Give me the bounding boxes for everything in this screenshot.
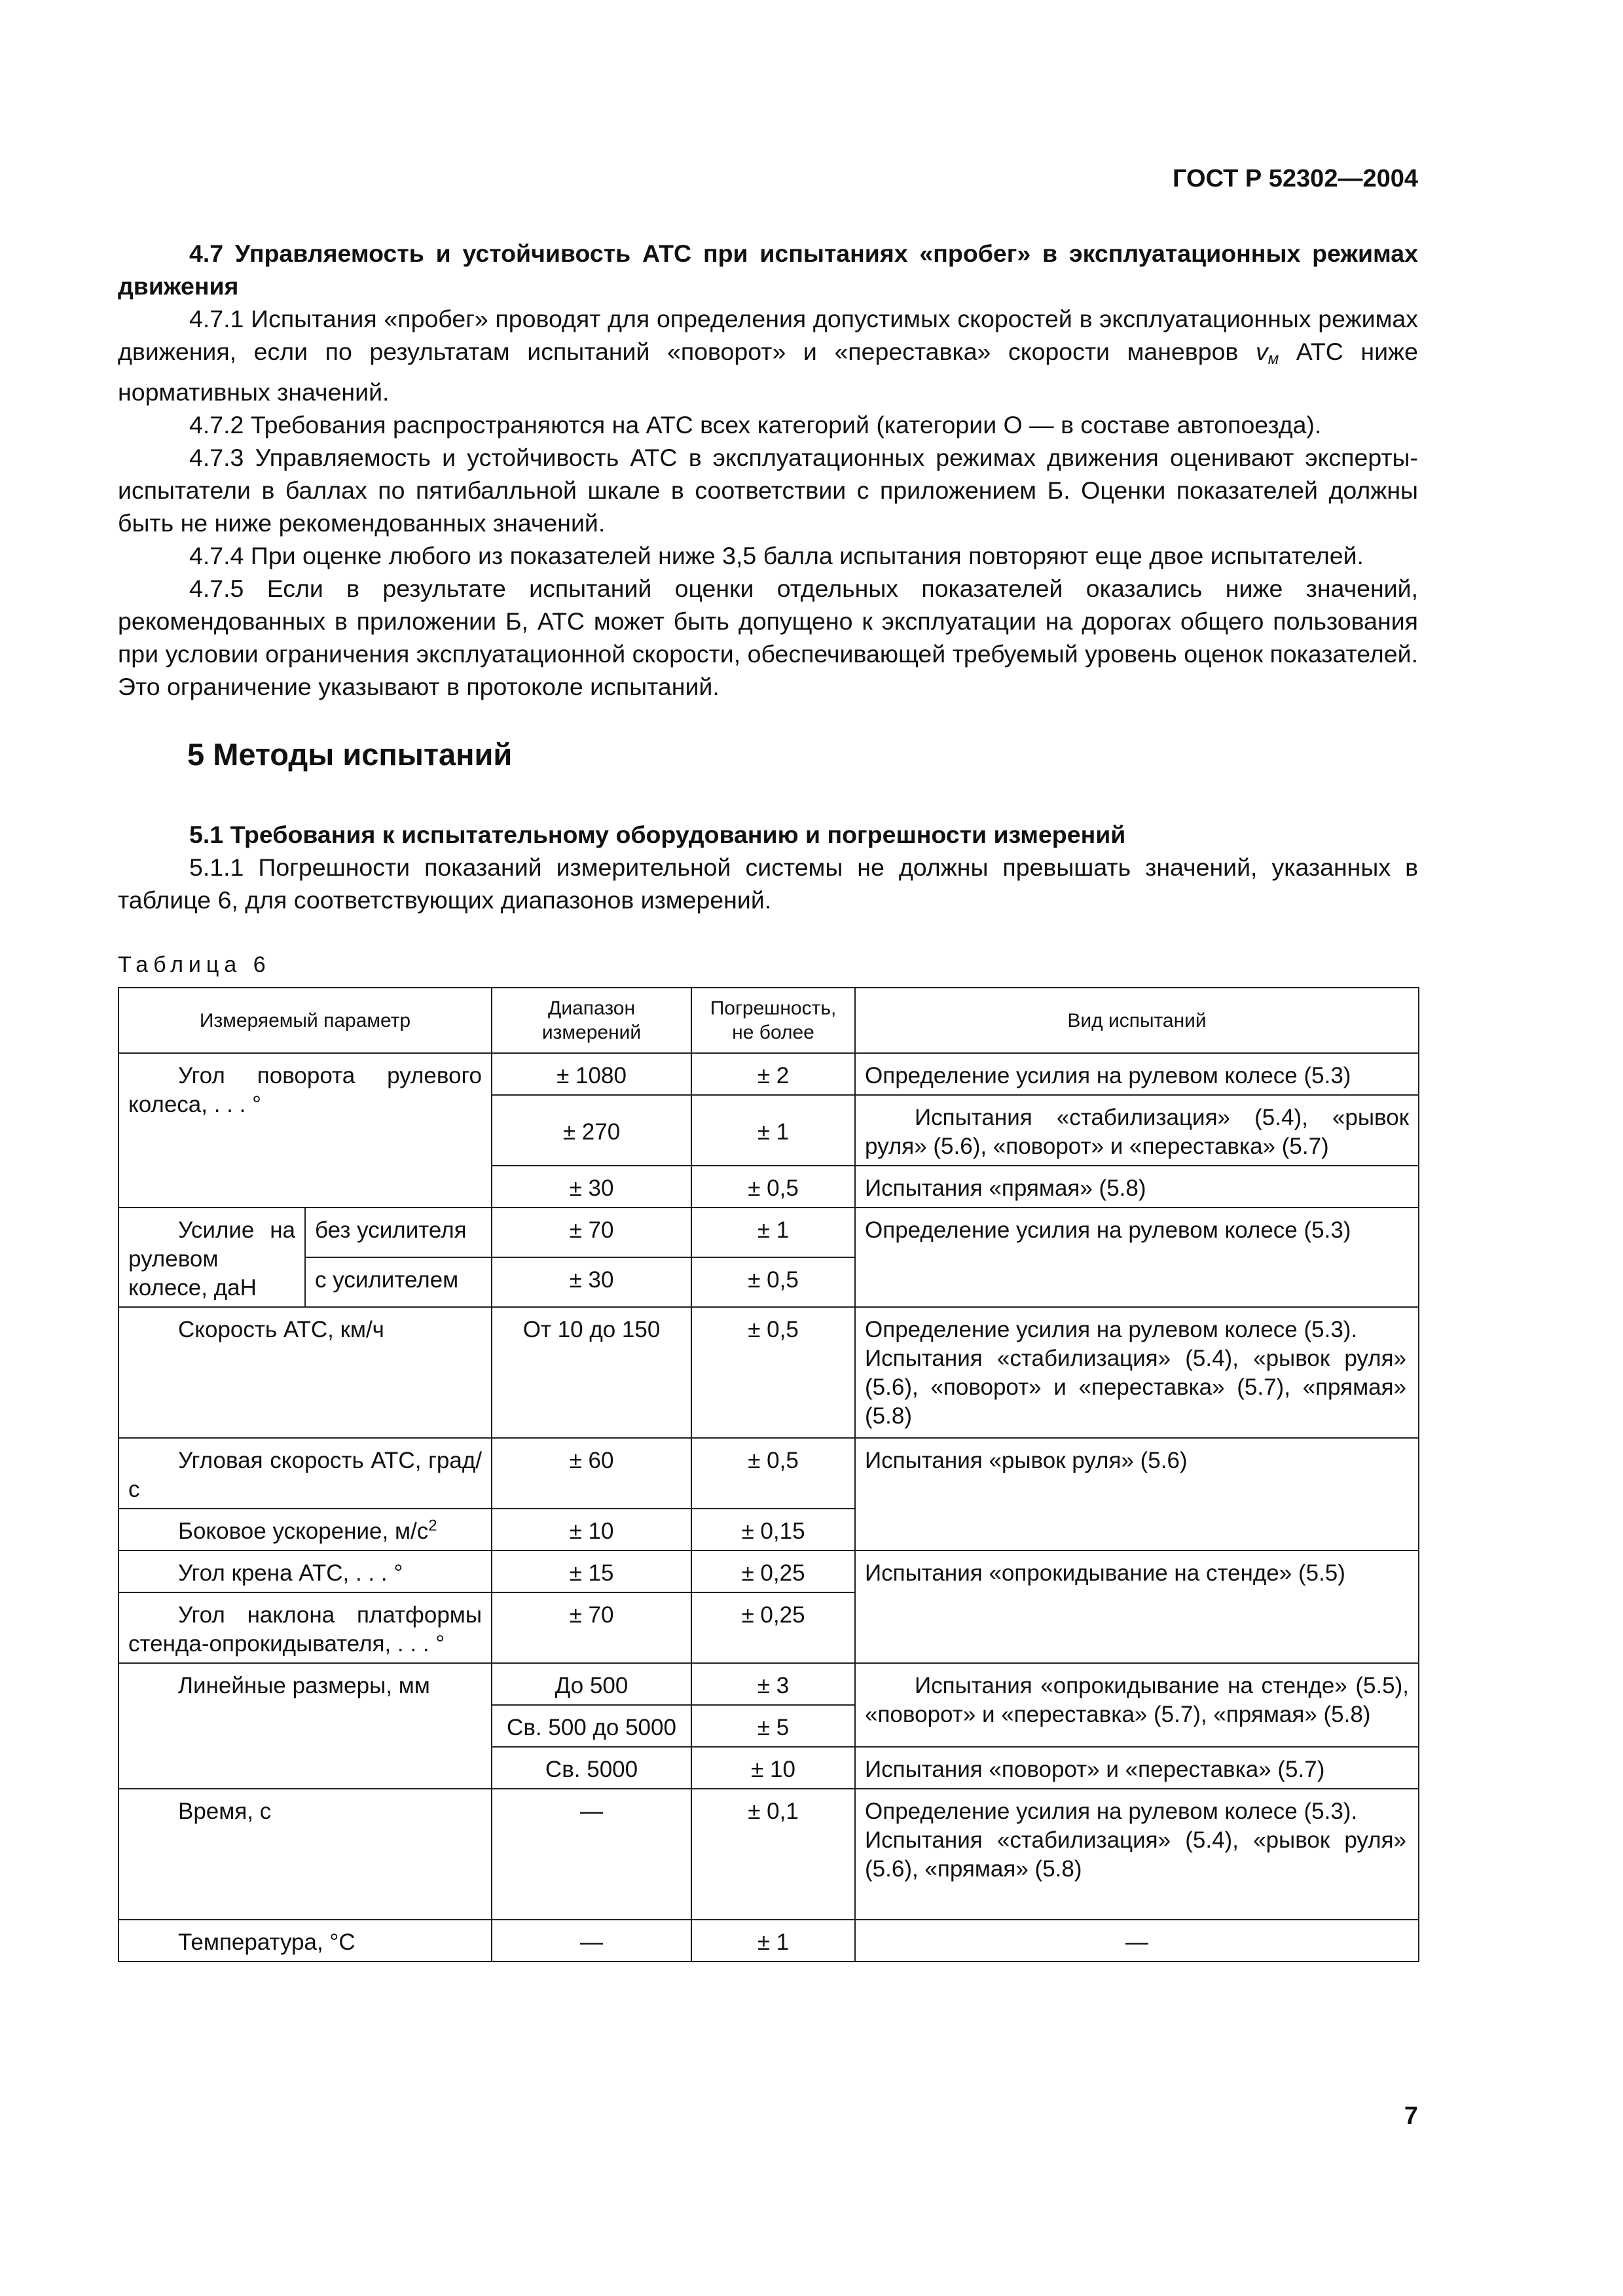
test-line-b: Испытания «стабилизация» (5.4), «рывок руля» (5.6), «прямая» (5.8) [865, 1827, 1407, 1882]
table-row [119, 1551, 1419, 1592]
test-line-b: Испытания «стабилизация» (5.4), «рывок руля» (5.6), «поворот» и «переставка» (5.7), «прямая» (5.8) [865, 1346, 1407, 1429]
range-cell: Св. 5000 [492, 1747, 691, 1789]
param-time: Время, с [119, 1789, 492, 1920]
error-cell: ± 2 [691, 1053, 855, 1095]
range-cell: — [492, 1920, 691, 1962]
table-row [119, 1307, 1419, 1438]
error-cell: ± 3 [691, 1663, 855, 1705]
param-roll-angle: Угол крена АТС, . . . ° [119, 1551, 492, 1592]
param-temperature: Температура, °C [119, 1920, 492, 1962]
paragraph-4-7-1-tail: АТС ниже нормативных значений. [118, 338, 1419, 406]
table-label: Таблица 6 [118, 952, 271, 977]
error-cell: ± 1 [691, 1920, 855, 1962]
document-code-header: ГОСТ Р 52302—2004 [1173, 165, 1418, 192]
range-cell: ± 60 [492, 1438, 691, 1509]
lateral-acceleration-label: Боковое ускорение, м/с [178, 1518, 429, 1544]
sub-param-cell: с усилителем [305, 1257, 492, 1307]
test-cell: — [855, 1920, 1419, 1962]
table-row [119, 1208, 1419, 1257]
error-cell: ± 1 [691, 1208, 855, 1257]
range-cell: До 500 [492, 1663, 691, 1705]
param-steering-angle: Угол поворота рулевого колеса, . . . ° [119, 1053, 492, 1208]
test-cell: Определение усилия на рулевом колесе (5.3) [855, 1053, 1419, 1095]
test-cell: Испытания «опрокидывание на стенде» (5.5), «поворот» и «переставка» (5.7), «прямая» (5.8) [855, 1663, 1419, 1747]
table-row [119, 1920, 1419, 1962]
range-cell: ± 30 [492, 1257, 691, 1307]
param-lateral-acceleration [119, 1509, 492, 1551]
header-error: Погрешность, не более [691, 988, 855, 1053]
error-cell: ± 0,15 [691, 1509, 855, 1551]
paragraph-4-7-1-main: 4.7.1 Испытания «пробег» проводят для определения допустимых скоростей в эксплуатационных режимах движения, если по результатам испытаний «поворот» и «переставка» скорости маневров [118, 305, 1418, 365]
table-row [119, 1438, 1419, 1509]
paragraph-4-7-4: 4.7.4 При оценке любого из показателей ниже 3,5 балла испытания повторяют еще двое испытателей. [189, 542, 1364, 569]
sub-param-cell: без усилителя [305, 1208, 492, 1257]
error-cell: ± 10 [691, 1747, 855, 1789]
error-cell: ± 5 [691, 1705, 855, 1747]
page-number: 7 [1404, 2102, 1418, 2130]
test-cell: Определение усилия на рулевом колесе (5.3) [855, 1208, 1419, 1307]
section-4-7-heading: 4.7 Управляемость и устойчивость АТС при испытаниях «пробег» в эксплуатационных режимах движения [118, 240, 1418, 300]
error-cell: ± 0,25 [691, 1592, 855, 1663]
test-line-a: Определение усилия на рулевом колесе (5.3). [865, 1317, 1358, 1342]
range-cell: Св. 500 до 5000 [492, 1705, 691, 1747]
error-cell: ± 0,1 [691, 1789, 855, 1920]
error-cell: ± 0,5 [691, 1307, 855, 1438]
table-row [119, 1789, 1419, 1920]
error-cell: ± 1 [691, 1095, 855, 1166]
range-cell: — [492, 1789, 691, 1920]
range-cell: ± 70 [492, 1208, 691, 1257]
error-cell: ± 0,5 [691, 1438, 855, 1509]
test-cell [855, 1307, 1419, 1438]
section-5-heading: 5 Методы испытаний [187, 737, 513, 772]
param-angular-speed: Угловая скорость АТС, град/с [119, 1438, 492, 1509]
paragraph-4-7-5: 4.7.5 Если в результате испытаний оценки отдельных показателей оказались ниже значений, рекомендованных в приложении Б, АТС может быть допущено к эксплуатации на дорогах общего пользования при условии ограничения эксплуатационной скорости, обеспечивающей требуемый уровень оценок показателей. Это ограничение указывают в протоколе испытаний. [118, 575, 1418, 700]
header-test-type: Вид испытаний [855, 988, 1419, 1053]
param-vehicle-speed: Скорость АТС, км/ч [119, 1307, 492, 1438]
error-cell: ± 0,25 [691, 1551, 855, 1592]
test-cell: Испытания «рывок руля» (5.6) [855, 1438, 1419, 1551]
section-5-1 [118, 818, 1418, 916]
table-row [119, 1663, 1419, 1705]
range-cell: От 10 до 150 [492, 1307, 691, 1438]
paragraph-4-7-2: 4.7.2 Требования распространяются на АТС всех категорий (категории О — в составе автопоезда). [189, 411, 1322, 439]
range-cell: ± 1080 [492, 1053, 691, 1095]
velocity-subscript: м [1267, 350, 1279, 368]
test-cell: Испытания «прямая» (5.8) [855, 1166, 1419, 1208]
param-linear-dimensions: Линейные размеры, мм [119, 1663, 492, 1789]
range-cell: ± 270 [492, 1095, 691, 1166]
test-cell: Испытания «стабилизация» (5.4), «рывок руля» (5.6), «поворот» и «переставка» (5.7) [855, 1095, 1419, 1166]
param-platform-tilt: Угол наклона платформы стенда-опрокидывателя, . . . ° [119, 1592, 492, 1663]
paragraph-4-7-3: 4.7.3 Управляемость и устойчивость АТС в эксплуатационных режимах движения оценивают эксперты-испытатели в баллах по пятибалльной шкале в соответствии с приложением Б. Оценки показателей должны быть не ниже рекомендованных значений. [118, 444, 1418, 537]
test-cell: Испытания «опрокидывание на стенде» (5.5) [855, 1551, 1419, 1663]
velocity-symbol: v [1255, 338, 1268, 365]
section-5-1-heading: 5.1 Требования к испытательному оборудованию и погрешности измерений [189, 821, 1126, 848]
table-header-row [119, 988, 1419, 1053]
test-cell: Испытания «поворот» и «переставка» (5.7) [855, 1747, 1419, 1789]
test-line-a: Определение усилия на рулевом колесе (5.3). [865, 1799, 1358, 1824]
test-cell [855, 1789, 1419, 1920]
range-cell: ± 70 [492, 1592, 691, 1663]
range-cell: ± 30 [492, 1166, 691, 1208]
header-range: Диапазон измерений [492, 988, 691, 1053]
param-steering-force: Усилие на рулевом колесе, даН [119, 1208, 305, 1307]
paragraph-5-1-1: 5.1.1 Погрешности показаний измерительной системы не должны превышать значений, указанных в таблице 6, для соответствующих диапазонов измерений. [118, 853, 1418, 914]
paragraph-4-7-1 [118, 302, 1418, 408]
unit-superscript: 2 [428, 1516, 437, 1535]
range-cell: ± 10 [492, 1509, 691, 1551]
measurement-table [118, 987, 1419, 1962]
header-parameter: Измеряемый параметр [119, 988, 492, 1053]
error-cell: ± 0,5 [691, 1166, 855, 1208]
error-cell: ± 0,5 [691, 1257, 855, 1307]
section-4-7 [118, 237, 1418, 703]
table-row [119, 1053, 1419, 1095]
range-cell: ± 15 [492, 1551, 691, 1592]
